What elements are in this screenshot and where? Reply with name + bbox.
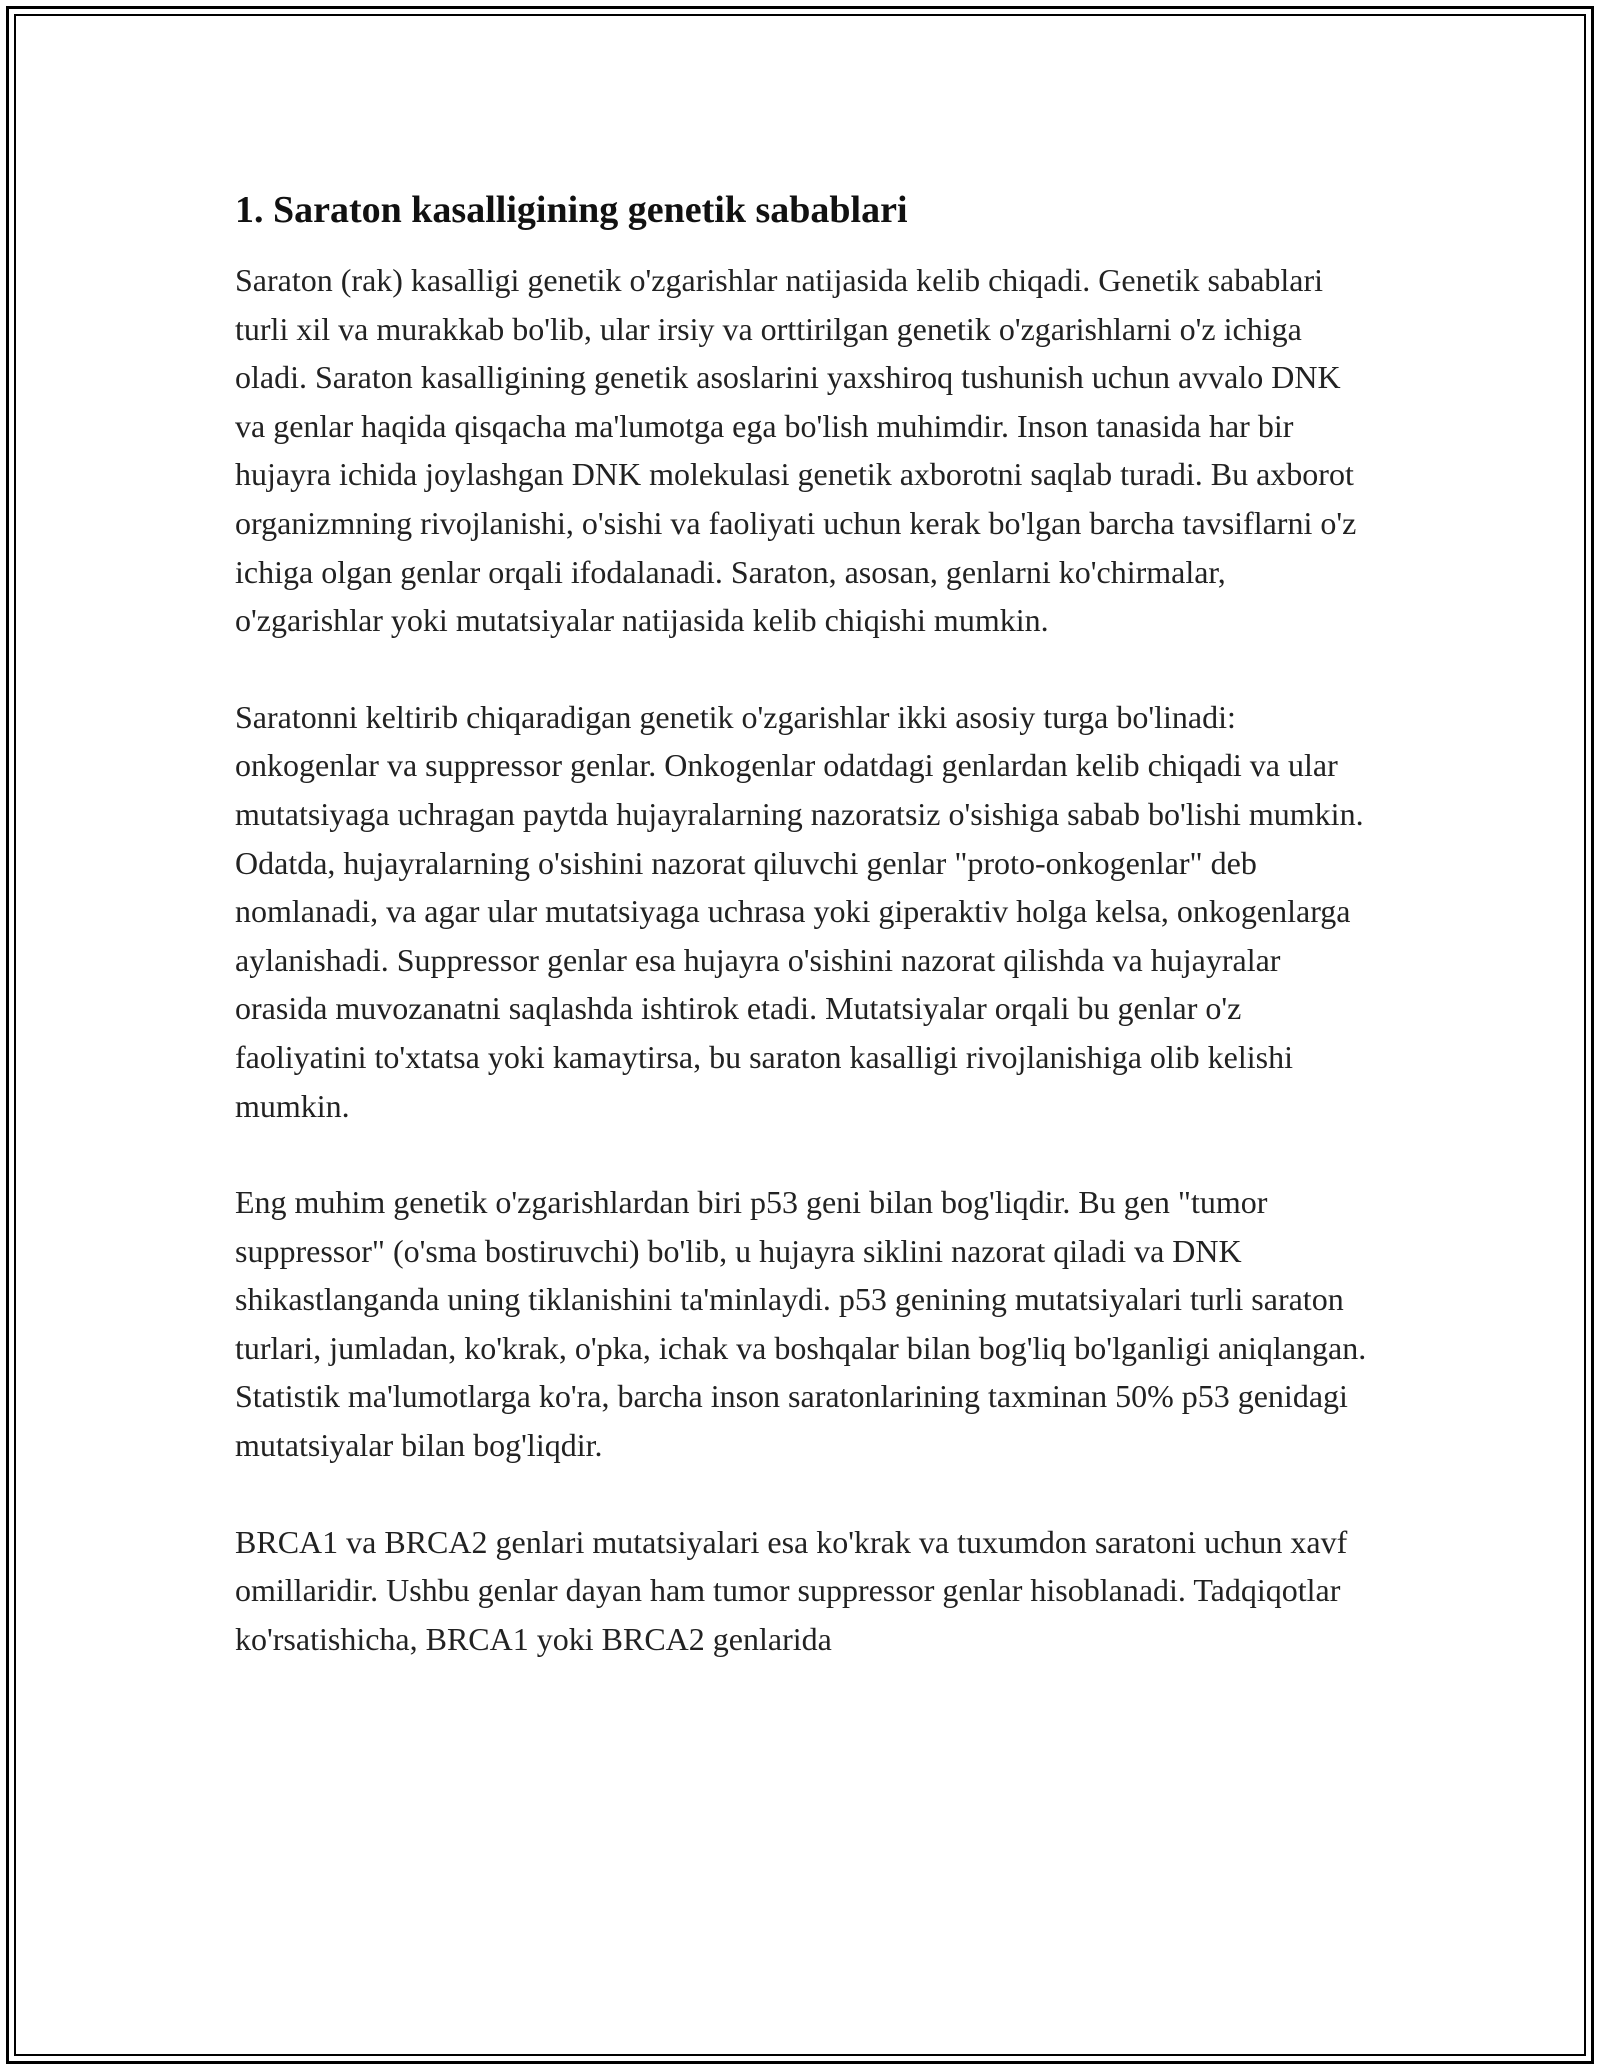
paragraph-dna-background: Saraton (rak) kasalligi genetik o'zgarishlar natijasida kelib chiqadi. Genetik sabablari turli xil va murakkab bo'lib, ular irsiy va orttirilgan genetik o'zgarishlarni o'z ichiga oladi. Saraton kasalligining genetik asoslarini yaxshiroq tushunish uchun avvalo DNK va genlar haqida qisqacha ma'lumotga ega bo'lish muhimdir. Inson tanasida har bir hujayra ichida joylashgan DNK molekulasi genetik axborotni saqlab turadi. Bu axborot organizmning rivojlanishi, o'sishi va faoliyati uchun kerak bo'lgan barcha tavsiflarni o'z ichiga olgan genlar orqali ifodalanadi. Saraton, asosan, genlarni ko'chirmalar, o'zgarishlar yoki mutatsiyalar natijasida kelib chiqishi mumkin. — [235, 262, 1357, 639]
paragraph-p53-gene: Eng muhim genetik o'zgarishlardan biri p53 geni bilan bog'liqdir. Bu gen "tumor suppressor" (o'sma bostiruvchi) bo'lib, u hujayra siklini nazorat qiladi va DNK shikastlanganda uning tiklanishini ta'minlaydi. p53 genining mutatsiyalari turli saraton turlari, jumladan, ko'krak, o'pka, ichak va boshqalar bilan bog'liq bo'lganligi aniqlangan. Statistik ma'lumotlarga ko'ra, barcha inson saratonlarining taxminan 50% p53 genidagi mutatsiyalar bilan bog'liqdir. — [235, 1184, 1367, 1464]
document-body — [235, 186, 1375, 1711]
section-heading: 1. Saraton kasalligining genetik sabablari — [235, 189, 908, 231]
paragraph-oncogenes-suppressors: Saratonni keltirib chiqaradigan genetik o'zgarishlar ikki asosiy turga bo'linadi: onkogenlar va suppressor genlar. Onkogenlar odatdagi genlardan kelib chiqadi va ular mutatsiyaga uchragan paytda hujayralarning nazoratsiz o'sishiga sabab bo'lishi mumkin. Odatda, hujayralarning o'sishini nazorat qiluvchi genlar "proto-onkogenlar" deb nomlanadi, va agar ular mutatsiyaga uchrasa yoki giperaktiv holga kelsa, onkogenlarga aylanishadi. Suppressor genlar esa hujayra o'sishini nazorat qilishda va hujayralar orasida muvozanatni saqlashda ishtirok etadi. Mutatsiyalar orqali bu genlar o'z faoliyatini to'xtatsa yoki kamaytirsa, bu saraton kasalligi rivojlanishiga olib kelishi mumkin. — [235, 698, 1364, 1124]
paragraph-brca-genes: BRCA1 va BRCA2 genlari mutatsiyalari esa ko'krak va tuxumdon saratoni uchun xavf omillaridir. Ushbu genlar dayan ham tumor suppressor genlar hisoblanadi. Tadqiqotlar ko'rsatishicha, BRCA1 yoki BRCA2 genlarida — [235, 1523, 1348, 1657]
